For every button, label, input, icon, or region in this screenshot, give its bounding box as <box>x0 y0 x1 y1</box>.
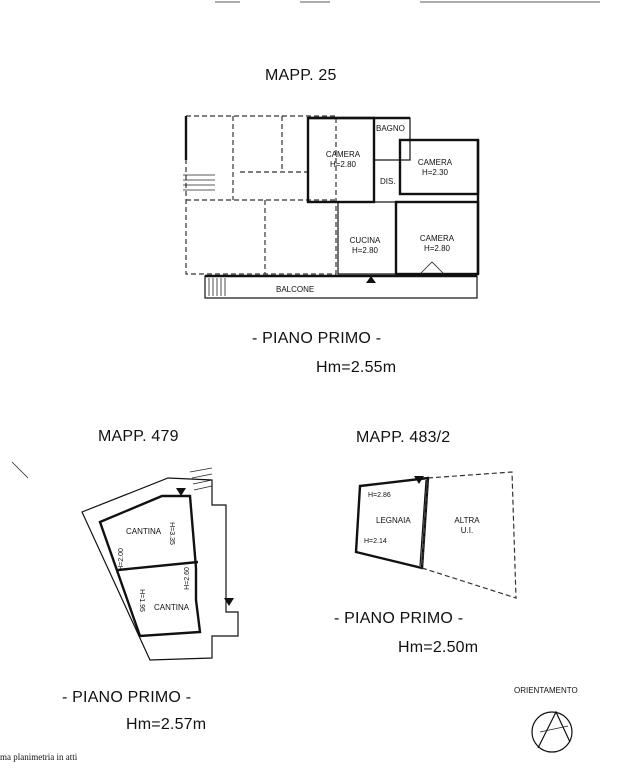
compass-icon <box>532 712 572 752</box>
mapp25-title: MAPP. 25 <box>265 67 337 84</box>
orientation-label: ORIENTAMENTO <box>514 686 578 695</box>
cantina-1-height-left: H=2.00 <box>117 548 125 571</box>
room-height: H=2.80 <box>329 160 357 169</box>
balcone-label: BALCONE <box>276 285 315 294</box>
footer-note: ma planimetria in atti <box>0 752 78 762</box>
mapp479-title: MAPP. 479 <box>98 428 179 445</box>
cantina-2-height-left: H=1.95 <box>137 589 145 612</box>
camera-1-label <box>316 150 370 170</box>
bagno-label: BAGNO <box>376 124 405 133</box>
cantina-2-height-right: H=2.60 <box>183 567 191 590</box>
altra-line: ALTRA <box>454 516 480 525</box>
legnaia-height-bottom: H=2.14 <box>364 538 387 545</box>
cucina-label <box>340 236 390 256</box>
mapp25-floor-label: - PIANO PRIMO - <box>252 330 382 347</box>
ui-line: U.I. <box>460 526 474 535</box>
room-name: CAMERA <box>325 150 361 159</box>
room-name: CAMERA <box>419 234 455 243</box>
legnaia-label: LEGNAIA <box>376 516 411 525</box>
legnaia-height-top: H=2.86 <box>368 492 391 499</box>
cantina-1-height-right: H=3.35 <box>167 522 175 545</box>
cantina-1-label: CANTINA <box>126 527 162 536</box>
mapp25-plan <box>183 116 478 298</box>
camera-3-label <box>408 234 466 254</box>
mapp25-average-height: Hm=2.55m <box>316 359 397 376</box>
altra-ui-label <box>450 516 484 536</box>
mapp483-plan <box>356 472 516 598</box>
cantina-2-label: CANTINA <box>154 603 190 612</box>
mapp479-plan <box>12 462 238 660</box>
mapp483-floor-label: - PIANO PRIMO - <box>334 610 464 627</box>
room-name: CAMERA <box>417 158 453 167</box>
room-height: H=2.80 <box>423 244 451 253</box>
room-name: CUCINA <box>349 236 381 245</box>
room-height: H=2.80 <box>351 246 379 255</box>
mapp483-average-height: Hm=2.50m <box>398 639 479 656</box>
room-height: H=2.30 <box>421 168 449 177</box>
disimpegno-label: DIS. <box>380 177 396 186</box>
mapp483-title: MAPP. 483/2 <box>356 429 451 446</box>
mapp479-floor-label: - PIANO PRIMO - <box>62 689 192 706</box>
camera-2-label <box>406 158 464 178</box>
mapp479-average-height: Hm=2.57m <box>126 716 207 733</box>
